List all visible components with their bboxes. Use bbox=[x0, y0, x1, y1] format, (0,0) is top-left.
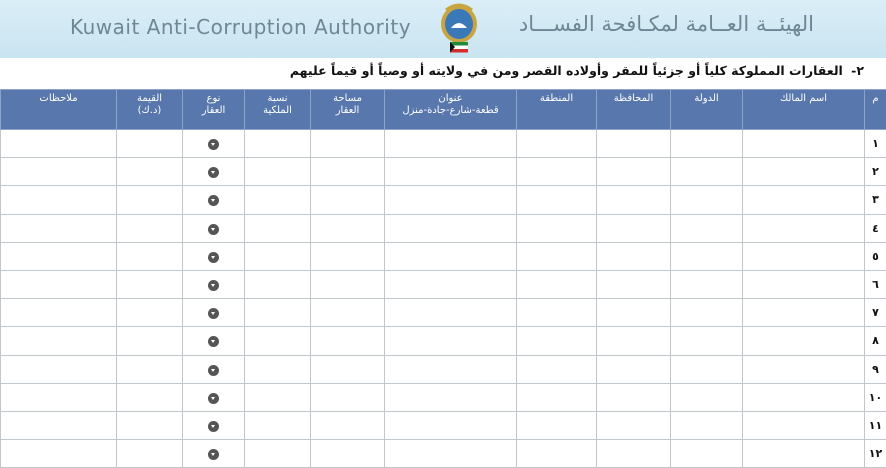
cell-governorate[interactable] bbox=[597, 242, 671, 270]
cell-notes[interactable] bbox=[1, 383, 117, 411]
cell-value[interactable] bbox=[117, 214, 183, 242]
table-row bbox=[1, 355, 886, 383]
cell-area[interactable] bbox=[517, 383, 597, 411]
cell-value[interactable] bbox=[117, 270, 183, 298]
table-row bbox=[1, 186, 886, 214]
row-number: ٥ bbox=[865, 242, 886, 270]
table-row bbox=[1, 158, 886, 186]
cell-address[interactable] bbox=[385, 186, 517, 214]
row-number: ٨ bbox=[865, 327, 886, 355]
cell-property-type[interactable] bbox=[183, 158, 245, 186]
cell-value[interactable] bbox=[117, 186, 183, 214]
cell-country[interactable] bbox=[671, 299, 743, 327]
cell-governorate[interactable] bbox=[597, 327, 671, 355]
cell-property-type[interactable] bbox=[183, 214, 245, 242]
cell-owner-name[interactable] bbox=[743, 158, 865, 186]
cell-property-area[interactable] bbox=[311, 186, 385, 214]
cell-property-area[interactable] bbox=[311, 411, 385, 439]
cell-notes[interactable] bbox=[1, 299, 117, 327]
dropdown-arrow-icon[interactable] bbox=[208, 280, 219, 291]
cell-property-type[interactable] bbox=[183, 355, 245, 383]
cell-value[interactable] bbox=[117, 383, 183, 411]
cell-ownership-ratio[interactable] bbox=[245, 440, 311, 468]
cell-address[interactable] bbox=[385, 214, 517, 242]
org-name-english: Kuwait Anti-Corruption Authority bbox=[70, 15, 411, 39]
cell-address[interactable] bbox=[385, 411, 517, 439]
table-row bbox=[1, 214, 886, 242]
cell-value[interactable] bbox=[117, 242, 183, 270]
cell-owner-name[interactable] bbox=[743, 242, 865, 270]
table-row bbox=[1, 270, 886, 298]
cell-address[interactable] bbox=[385, 355, 517, 383]
col-header-property-type: نوع العقار bbox=[183, 90, 245, 130]
cell-area[interactable] bbox=[517, 355, 597, 383]
kuwait-emblem-icon bbox=[436, 2, 482, 56]
col-header-index: م bbox=[865, 90, 886, 130]
cell-ownership-ratio[interactable] bbox=[245, 214, 311, 242]
section-number: ٢- bbox=[851, 63, 864, 78]
cell-notes[interactable] bbox=[1, 242, 117, 270]
cell-governorate[interactable] bbox=[597, 383, 671, 411]
cell-value[interactable] bbox=[117, 158, 183, 186]
row-number: ١١ bbox=[865, 411, 886, 439]
cell-address[interactable] bbox=[385, 327, 517, 355]
row-number: ٤ bbox=[865, 214, 886, 242]
dropdown-arrow-icon[interactable] bbox=[208, 139, 219, 150]
cell-area[interactable] bbox=[517, 130, 597, 158]
cell-ownership-ratio[interactable] bbox=[245, 186, 311, 214]
row-number: ٣ bbox=[865, 186, 886, 214]
cell-address[interactable] bbox=[385, 383, 517, 411]
cell-owner-name[interactable] bbox=[743, 440, 865, 468]
cell-property-type[interactable] bbox=[183, 186, 245, 214]
cell-value[interactable] bbox=[117, 440, 183, 468]
cell-property-type[interactable] bbox=[183, 383, 245, 411]
cell-address[interactable] bbox=[385, 440, 517, 468]
cell-notes[interactable] bbox=[1, 130, 117, 158]
cell-property-type[interactable] bbox=[183, 242, 245, 270]
cell-area[interactable] bbox=[517, 440, 597, 468]
table-row bbox=[1, 242, 886, 270]
cell-country[interactable] bbox=[671, 186, 743, 214]
cell-country[interactable] bbox=[671, 242, 743, 270]
cell-country[interactable] bbox=[671, 214, 743, 242]
cell-notes[interactable] bbox=[1, 355, 117, 383]
dropdown-arrow-icon[interactable] bbox=[208, 252, 219, 263]
cell-country[interactable] bbox=[671, 130, 743, 158]
cell-owner-name[interactable] bbox=[743, 214, 865, 242]
cell-country[interactable] bbox=[671, 355, 743, 383]
cell-ownership-ratio[interactable] bbox=[245, 355, 311, 383]
cell-property-area[interactable] bbox=[311, 327, 385, 355]
cell-governorate[interactable] bbox=[597, 299, 671, 327]
cell-property-type[interactable] bbox=[183, 411, 245, 439]
table-header-row bbox=[1, 90, 886, 130]
cell-area[interactable] bbox=[517, 214, 597, 242]
cell-property-type[interactable] bbox=[183, 270, 245, 298]
cell-value[interactable] bbox=[117, 411, 183, 439]
col-header-governorate: المحافظة bbox=[597, 90, 671, 130]
cell-notes[interactable] bbox=[1, 186, 117, 214]
cell-property-area[interactable] bbox=[311, 130, 385, 158]
cell-value[interactable] bbox=[117, 130, 183, 158]
dropdown-arrow-icon[interactable] bbox=[208, 365, 219, 376]
col-header-owner-name: اسم المالك bbox=[743, 90, 865, 130]
dropdown-arrow-icon[interactable] bbox=[208, 449, 219, 460]
property-table bbox=[0, 89, 886, 468]
table-row bbox=[1, 299, 886, 327]
cell-notes[interactable] bbox=[1, 411, 117, 439]
table-row bbox=[1, 383, 886, 411]
cell-property-area[interactable] bbox=[311, 242, 385, 270]
row-number: ١٠ bbox=[865, 383, 886, 411]
cell-governorate[interactable] bbox=[597, 186, 671, 214]
dropdown-arrow-icon[interactable] bbox=[208, 167, 219, 178]
cell-country[interactable] bbox=[671, 411, 743, 439]
cell-property-type[interactable] bbox=[183, 299, 245, 327]
cell-country[interactable] bbox=[671, 327, 743, 355]
col-header-country: الدولة bbox=[671, 90, 743, 130]
col-header-value: القيمة (د.ك) bbox=[117, 90, 183, 130]
cell-value[interactable] bbox=[117, 299, 183, 327]
cell-area[interactable] bbox=[517, 299, 597, 327]
cell-ownership-ratio[interactable] bbox=[245, 383, 311, 411]
cell-address[interactable] bbox=[385, 299, 517, 327]
section-title bbox=[290, 63, 864, 78]
cell-notes[interactable] bbox=[1, 214, 117, 242]
row-number: ٩ bbox=[865, 355, 886, 383]
cell-area[interactable] bbox=[517, 158, 597, 186]
cell-area[interactable] bbox=[517, 270, 597, 298]
cell-country[interactable] bbox=[671, 270, 743, 298]
cell-owner-name[interactable] bbox=[743, 327, 865, 355]
row-number: ٢ bbox=[865, 158, 886, 186]
cell-area[interactable] bbox=[517, 327, 597, 355]
row-number: ٦ bbox=[865, 270, 886, 298]
cell-governorate[interactable] bbox=[597, 270, 671, 298]
cell-property-type[interactable] bbox=[183, 440, 245, 468]
cell-notes[interactable] bbox=[1, 158, 117, 186]
cell-owner-name[interactable] bbox=[743, 186, 865, 214]
dropdown-arrow-icon[interactable] bbox=[208, 308, 219, 319]
cell-property-area[interactable] bbox=[311, 299, 385, 327]
row-number: ٧ bbox=[865, 299, 886, 327]
cell-governorate[interactable] bbox=[597, 158, 671, 186]
cell-property-area[interactable] bbox=[311, 383, 385, 411]
cell-area[interactable] bbox=[517, 242, 597, 270]
cell-country[interactable] bbox=[671, 383, 743, 411]
cell-owner-name[interactable] bbox=[743, 130, 865, 158]
col-header-property-area: مساحة العقار bbox=[311, 90, 385, 130]
cell-country[interactable] bbox=[671, 158, 743, 186]
cell-value[interactable] bbox=[117, 327, 183, 355]
dropdown-arrow-icon[interactable] bbox=[208, 224, 219, 235]
cell-governorate[interactable] bbox=[597, 411, 671, 439]
col-header-area: المنطقة bbox=[517, 90, 597, 130]
col-header-ownership-ratio: نسبة الملكية bbox=[245, 90, 311, 130]
cell-address[interactable] bbox=[385, 270, 517, 298]
cell-property-area[interactable] bbox=[311, 270, 385, 298]
cell-country[interactable] bbox=[671, 440, 743, 468]
cell-owner-name[interactable] bbox=[743, 299, 865, 327]
table-row bbox=[1, 440, 886, 468]
cell-address[interactable] bbox=[385, 158, 517, 186]
cell-ownership-ratio[interactable] bbox=[245, 158, 311, 186]
cell-governorate[interactable] bbox=[597, 355, 671, 383]
cell-ownership-ratio[interactable] bbox=[245, 411, 311, 439]
org-name-arabic: الهيئــة العــامة لمكـافحة الفســـاد bbox=[519, 12, 814, 36]
cell-ownership-ratio[interactable] bbox=[245, 130, 311, 158]
cell-notes[interactable] bbox=[1, 270, 117, 298]
cell-governorate[interactable] bbox=[597, 214, 671, 242]
dropdown-arrow-icon[interactable] bbox=[208, 195, 219, 206]
cell-notes[interactable] bbox=[1, 440, 117, 468]
cell-value[interactable] bbox=[117, 355, 183, 383]
cell-governorate[interactable] bbox=[597, 130, 671, 158]
dropdown-arrow-icon[interactable] bbox=[208, 336, 219, 347]
cell-owner-name[interactable] bbox=[743, 355, 865, 383]
dropdown-arrow-icon[interactable] bbox=[208, 421, 219, 432]
cell-owner-name[interactable] bbox=[743, 411, 865, 439]
cell-address[interactable] bbox=[385, 130, 517, 158]
cell-area[interactable] bbox=[517, 186, 597, 214]
cell-address[interactable] bbox=[385, 242, 517, 270]
section-title-text: العقارات المملوكة كلياً أو جزئياً للمقر وأولاده القصر ومن في ولايته أو وصياً أو قيماً عليهم bbox=[290, 63, 843, 78]
header-banner bbox=[0, 0, 886, 58]
cell-owner-name[interactable] bbox=[743, 270, 865, 298]
cell-property-type[interactable] bbox=[183, 130, 245, 158]
table-row bbox=[1, 411, 886, 439]
cell-property-type[interactable] bbox=[183, 327, 245, 355]
cell-ownership-ratio[interactable] bbox=[245, 299, 311, 327]
col-header-notes: ملاحظات bbox=[1, 90, 117, 130]
table-row bbox=[1, 130, 886, 158]
row-number: ١ bbox=[865, 130, 886, 158]
cell-property-area[interactable] bbox=[311, 355, 385, 383]
cell-notes[interactable] bbox=[1, 327, 117, 355]
cell-property-area[interactable] bbox=[311, 440, 385, 468]
cell-property-area[interactable] bbox=[311, 214, 385, 242]
table-row bbox=[1, 327, 886, 355]
cell-ownership-ratio[interactable] bbox=[245, 270, 311, 298]
col-header-address: عنوان قطعة-شارع-جادة-منزل bbox=[385, 90, 517, 130]
cell-property-area[interactable] bbox=[311, 158, 385, 186]
cell-ownership-ratio[interactable] bbox=[245, 327, 311, 355]
cell-owner-name[interactable] bbox=[743, 383, 865, 411]
cell-ownership-ratio[interactable] bbox=[245, 242, 311, 270]
cell-area[interactable] bbox=[517, 411, 597, 439]
row-number: ١٢ bbox=[865, 440, 886, 468]
dropdown-arrow-icon[interactable] bbox=[208, 393, 219, 404]
cell-governorate[interactable] bbox=[597, 440, 671, 468]
